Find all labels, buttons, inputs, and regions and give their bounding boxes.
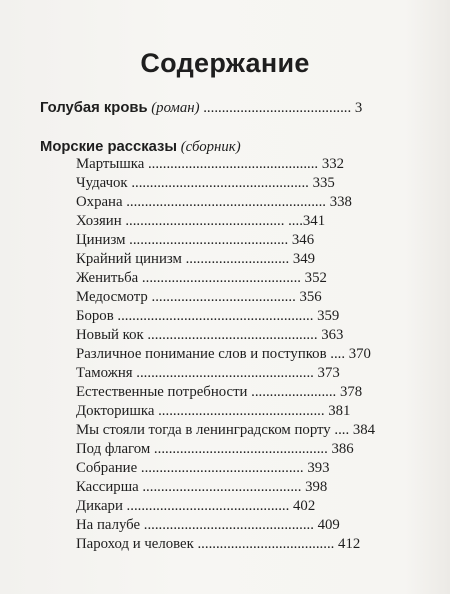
toc-entry: Собрание ............................................ 393 xyxy=(76,460,330,476)
toc-entry: Охрана ...................................................... 338 xyxy=(76,194,352,210)
toc-entry: Различное понимание слов и поступков .... 370 xyxy=(76,346,371,362)
section-kind: (сборник) xyxy=(180,139,241,155)
toc-entry: Пароход и человек ..................................... 412 xyxy=(76,536,361,552)
page-title: Содержание xyxy=(140,48,310,78)
section-entry-2 xyxy=(40,138,241,156)
toc-entry: Мы стояли тогда в ленинградском порту .... 384 xyxy=(76,422,376,438)
toc-entry: Крайний цинизм ............................ 349 xyxy=(76,251,316,267)
section-title: Морские рассказы xyxy=(40,139,178,155)
toc-entry: Чудачок ................................................ 335 xyxy=(76,175,335,191)
section-kind: (роман) xyxy=(151,100,200,116)
page-number: 3 xyxy=(354,100,363,116)
toc-entry: Под флагом ............................................... 386 xyxy=(76,441,354,457)
toc-entry: Хозяин ........................................... ....341 xyxy=(76,213,326,229)
toc-entry: Медосмотр ....................................... 356 xyxy=(76,289,322,305)
toc-entry: Цинизм ........................................... 346 xyxy=(76,232,315,248)
toc-entry: Мартышка .............................................. 332 xyxy=(76,156,345,172)
toc-entry: На палубе .............................................. 409 xyxy=(76,517,340,533)
dot-leader: ........................................ xyxy=(199,100,355,116)
section-title: Голубая кровь xyxy=(40,100,148,116)
toc-entry: Новый кок .............................................. 363 xyxy=(76,327,344,343)
toc-entry: Женитьба ........................................... 352 xyxy=(76,270,327,286)
toc-entry: Таможня ................................................ 373 xyxy=(76,365,340,381)
toc-entry: Докторишка ............................................. 381 xyxy=(76,403,351,419)
toc-entry: Боров ..................................................... 359 xyxy=(76,308,340,324)
toc-entry: Естественные потребности ....................... 378 xyxy=(76,384,363,400)
toc-entry: Дикари ............................................ 402 xyxy=(76,498,316,514)
toc-entry: Кассирша ........................................... 398 xyxy=(76,479,328,495)
section-entry-1 xyxy=(40,99,362,117)
